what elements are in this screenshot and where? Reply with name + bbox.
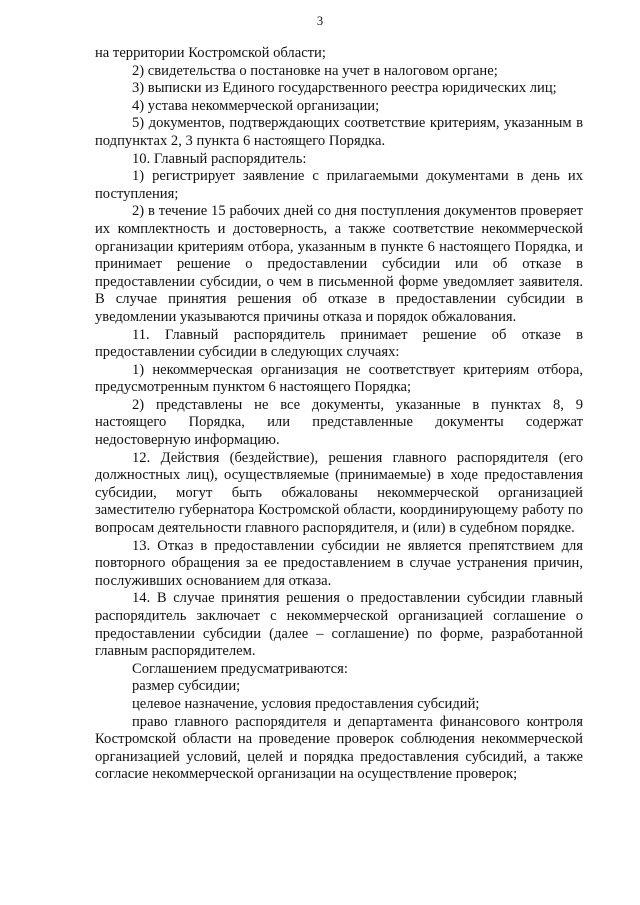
list-item-tax-registration: 2) свидетельства о постановке на учет в налоговом органе; xyxy=(132,62,498,79)
agreement-provisions-heading: Соглашением предусматриваются: xyxy=(132,660,348,677)
clause-11-item-1: 1) некоммерческая организация не соответствует критериям отбора, предусмотренным пунктом 6 настоящего Порядка; xyxy=(95,361,583,396)
clause-12: 12. Действия (бездействие), решения главного распорядителя (его должностных лиц), осуществляемые (принимаемые) в ходе предоставления субсидии, могут быть обжалованы некоммерческой организацией заместителю губернатора Костромской области, координирующему работу по вопросам деятельности главного распорядителя, и (или) в судебном порядке. xyxy=(95,449,583,537)
provision-purpose-conditions: целевое назначение, условия предоставления субсидий; xyxy=(132,695,480,712)
clause-11-item-2: 2) представлены не все документы, указанные в пунктах 8, 9 настоящего Порядка, или представленные документы содержат недостоверную информацию. xyxy=(95,396,583,449)
provision-subsidy-amount: размер субсидии; xyxy=(132,678,241,695)
list-item-compliance-documents: 5) документов, подтверждающих соответствие критериям, указанным в подпунктах 2, 3 пункта 6 настоящего Порядка. xyxy=(95,115,583,149)
list-item-charter: 4) устава некоммерческой организации; xyxy=(132,97,380,114)
clause-10-heading: 10. Главный распорядитель: xyxy=(132,150,307,167)
list-item-registry-extract: 3) выписки из Единого государственного реестра юридических лиц; xyxy=(132,80,557,97)
document-body xyxy=(95,45,583,784)
clause-10-item-1: 1) регистрирует заявление с прилагаемыми документами в день их поступления; xyxy=(95,168,583,202)
clause-13: 13. Отказ в предоставлении субсидии не является препятствием для повторного обращения за ее предоставлением в случае устранения причин, послуживших основанием для отказа. xyxy=(95,537,583,589)
page-number: 3 xyxy=(316,14,324,28)
clause-10-item-2: 2) в течение 15 рабочих дней со дня поступления документов проверяет их комплектность и достоверность, а также соответствие некоммерческой организации критериям отбора, указанным в пункте 6 настоящего Порядка, и принимает решение о предоставлении субсидии или об отказе в предоставлении субсидии, о чем в письменной форме уведомляет заявителя. В случае принятия решения об отказе в предоставлении субсидии в уведомлении указываются причины отказа и порядок обжалования. xyxy=(95,203,583,325)
clause-14: 14. В случае принятия решения о предоставлении субсидии главный распорядитель заключает с некоммерческой организацией соглашение о предоставлении субсидии (далее – соглашение) по форме, разработанной главным распорядителем. xyxy=(95,590,583,660)
paragraph-continuation: на территории Костромской области; xyxy=(95,45,326,61)
provision-inspection-rights: право главного распорядителя и департамента финансового контроля Костромской области на проведение проверок соблюдения некоммерческой организацией условий, целей и порядка предоставления субсидий, а также согласие некоммерческой организации на осуществление проверок; xyxy=(95,713,583,783)
clause-11: 11. Главный распорядитель принимает решение об отказе в предоставлении субсидии в следующих случаях: xyxy=(95,326,583,361)
